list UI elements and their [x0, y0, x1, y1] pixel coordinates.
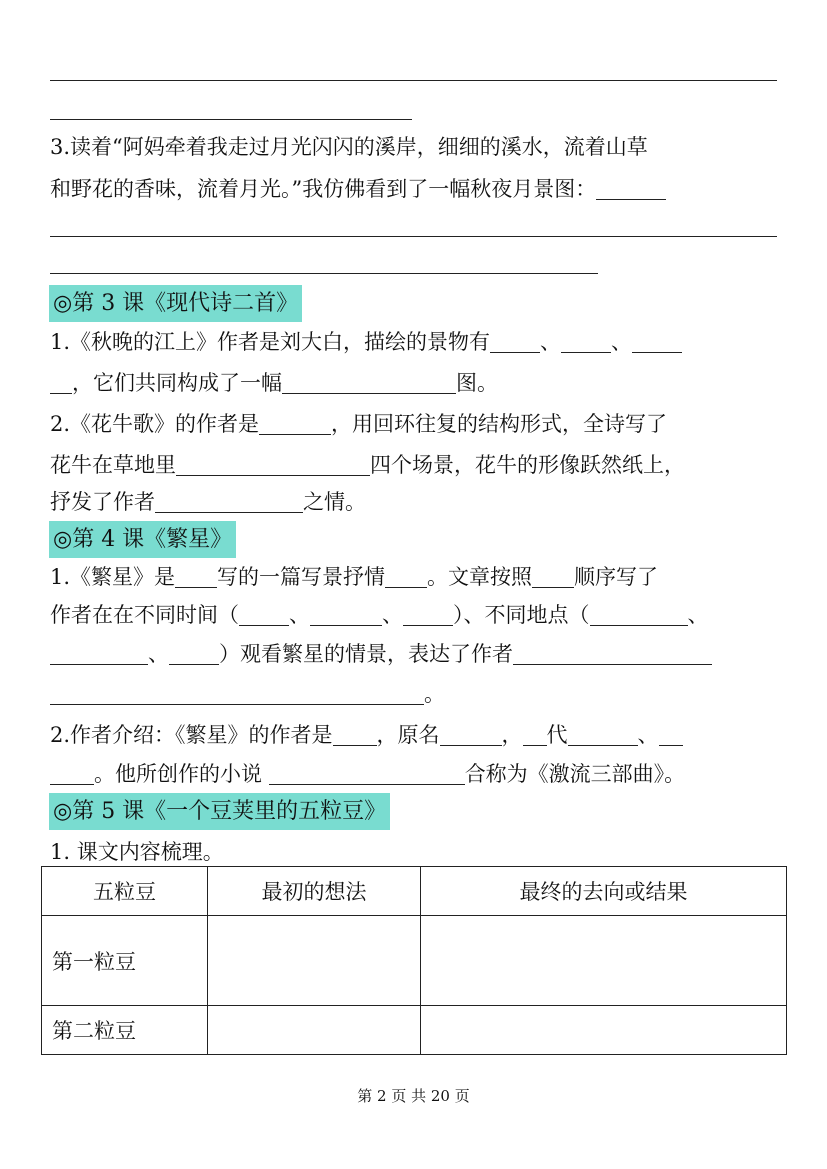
question-3-line-2: 和野花的香味，流着月光。”我仿佛看到了一幅秋夜月景图： [50, 175, 666, 203]
lesson-3-q2-line-2: 花牛在草地里 四个场景，花牛的形像跃然纸上， [50, 453, 685, 477]
lesson-4-q2-line-2: 。他所创作的小说 合称为《激流三部曲》。 [50, 760, 685, 788]
lesson-3-q1-line-2: ，它们共同构成了一幅 图。 [50, 369, 498, 397]
table-header-row [42, 867, 787, 916]
answer-blank[interactable] [561, 330, 611, 353]
answer-line [50, 119, 412, 120]
lesson-3-heading: ◎第 3 课《现代诗二首》 [49, 285, 302, 322]
answer-line [50, 273, 598, 274]
table-cell[interactable] [208, 916, 421, 1006]
answer-blank[interactable] [523, 723, 547, 746]
answer-blank[interactable] [239, 603, 289, 626]
lesson-3-q1-line-1: 1.《秋晚的江上》作者是刘大白，描绘的景物有 、 、 [50, 328, 682, 356]
answer-blank[interactable] [175, 565, 217, 588]
lesson-4-q1-line-2: 作者在在不同时间（ 、 、 ）、不同地点（ 、 [50, 603, 709, 627]
table-header: 五粒豆 [42, 867, 208, 916]
answer-blank[interactable] [513, 642, 712, 665]
answer-blank[interactable] [155, 490, 303, 513]
answer-blank[interactable] [282, 371, 456, 394]
answer-blank[interactable] [403, 603, 453, 626]
answer-blank[interactable] [50, 642, 148, 665]
answer-blank[interactable] [50, 762, 94, 785]
table-cell[interactable] [421, 916, 787, 1006]
table-cell[interactable] [421, 1006, 787, 1055]
answer-blank[interactable] [590, 603, 688, 626]
answer-blank[interactable] [269, 762, 465, 785]
table-header: 最初的想法 [208, 867, 421, 916]
lesson-4-q1-line-4: 。 [50, 680, 445, 708]
answer-blank[interactable] [169, 642, 219, 665]
table-row [42, 1006, 787, 1055]
answer-blank[interactable] [596, 177, 666, 200]
lesson-5-q1: 1. 课文内容梳理。 [50, 840, 224, 864]
answer-blank[interactable] [490, 330, 540, 353]
lesson-3-q2-line-3: 抒发了作者 之情。 [50, 490, 366, 514]
answer-blank[interactable] [659, 723, 683, 746]
table-cell-label: 第一粒豆 [42, 916, 208, 1006]
content-table [41, 866, 787, 1055]
lesson-5-heading: ◎第 5 课《一个豆荚里的五粒豆》 [49, 793, 390, 830]
answer-blank[interactable] [176, 453, 370, 476]
table-cell[interactable] [208, 1006, 421, 1055]
lesson-3-q2-line-1: 2.《花牛歌》的作者是 ，用回环往复的结构形式，全诗写了 [50, 412, 668, 436]
table-header: 最终的去向或结果 [421, 867, 787, 916]
answer-blank[interactable] [259, 412, 331, 435]
answer-blank[interactable] [310, 603, 382, 626]
answer-blank[interactable] [385, 565, 427, 588]
lesson-4-q2-line-1: 2.作者介绍：《繁星》的作者是 ，原名 ， 代 、 [50, 721, 683, 749]
answer-blank[interactable] [50, 371, 72, 394]
question-3-line-1: 3.读着“阿妈牵着我走过月光闪闪的溪岸，细细的溪水，流着山草 [50, 135, 648, 159]
lesson-4-heading: ◎第 4 课《繁星》 [49, 521, 236, 558]
answer-blank[interactable] [333, 723, 377, 746]
lesson-4-q1-line-1: 1.《繁星》是 写的一篇写景抒情 。文章按照 顺序写了 [50, 565, 659, 589]
lesson-4-q1-line-3: 、 ）观看繁星的情景，表达了作者 [50, 640, 712, 668]
page-footer: 第 2 页 共 20 页 [357, 1087, 470, 1105]
answer-blank[interactable] [50, 682, 424, 705]
answer-blank[interactable] [532, 565, 574, 588]
answer-blank[interactable] [632, 330, 682, 353]
answer-blank[interactable] [568, 723, 638, 746]
answer-blank[interactable] [440, 723, 502, 746]
table-row [42, 916, 787, 1006]
table-cell-label: 第二粒豆 [42, 1006, 208, 1055]
answer-line [50, 80, 777, 81]
answer-line [50, 236, 777, 237]
